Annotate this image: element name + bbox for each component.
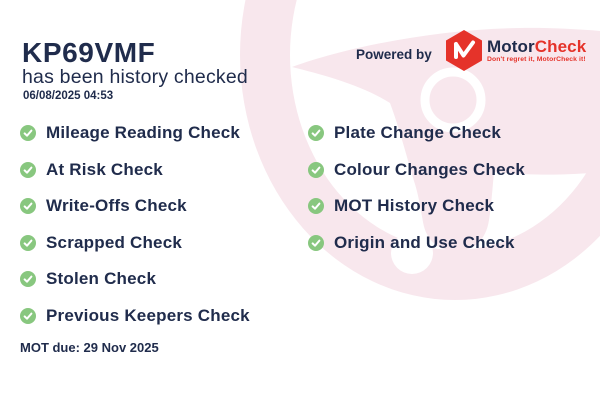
check-item	[308, 188, 525, 225]
check-item	[308, 115, 525, 152]
check-label: Scrapped Check	[46, 232, 183, 252]
check-label: MOT History Check	[334, 196, 495, 216]
check-circle-icon	[20, 308, 36, 324]
brand-name-check: Check	[534, 37, 587, 56]
check-circle-icon	[20, 235, 36, 251]
motorcheck-logo[interactable]	[444, 29, 594, 75]
powered-by-label: Powered by	[356, 47, 432, 62]
brand-tagline: Don't regret it, MotorCheck it!	[487, 56, 586, 63]
checked-timestamp: 06/08/2025 04:53	[23, 90, 114, 102]
motorcheck-hexagon-m-check-icon	[444, 29, 484, 72]
check-item	[20, 152, 250, 189]
check-item	[20, 225, 250, 262]
check-list-right	[308, 115, 525, 261]
check-label: Plate Change Check	[334, 123, 502, 143]
check-circle-icon	[308, 198, 324, 214]
check-circle-icon	[20, 162, 36, 178]
check-item	[308, 152, 525, 189]
registration-plate: KP69VMF	[22, 37, 156, 68]
brand-name	[487, 38, 586, 55]
check-circle-icon	[20, 271, 36, 287]
check-circle-icon	[308, 162, 324, 178]
check-label: Previous Keepers Check	[46, 305, 250, 325]
check-label: Write-Offs Check	[46, 196, 187, 216]
check-label: Colour Changes Check	[334, 159, 526, 179]
check-item	[20, 261, 250, 298]
check-circle-icon	[20, 198, 36, 214]
mot-due-label: MOT due: 29 Nov 2025	[20, 340, 159, 355]
check-label: Stolen Check	[46, 269, 157, 289]
check-circle-icon	[308, 125, 324, 141]
check-label: Origin and Use Check	[334, 232, 515, 252]
check-label: Mileage Reading Check	[46, 123, 241, 143]
check-item	[20, 188, 250, 225]
check-circle-icon	[20, 125, 36, 141]
check-list-left	[20, 115, 250, 334]
check-item	[20, 115, 250, 152]
check-label: At Risk Check	[46, 159, 163, 179]
brand-name-motor: Motor	[487, 37, 535, 56]
subtitle: has been history checked	[22, 66, 248, 88]
check-item	[308, 225, 525, 262]
check-item	[20, 298, 250, 335]
check-circle-icon	[308, 235, 324, 251]
